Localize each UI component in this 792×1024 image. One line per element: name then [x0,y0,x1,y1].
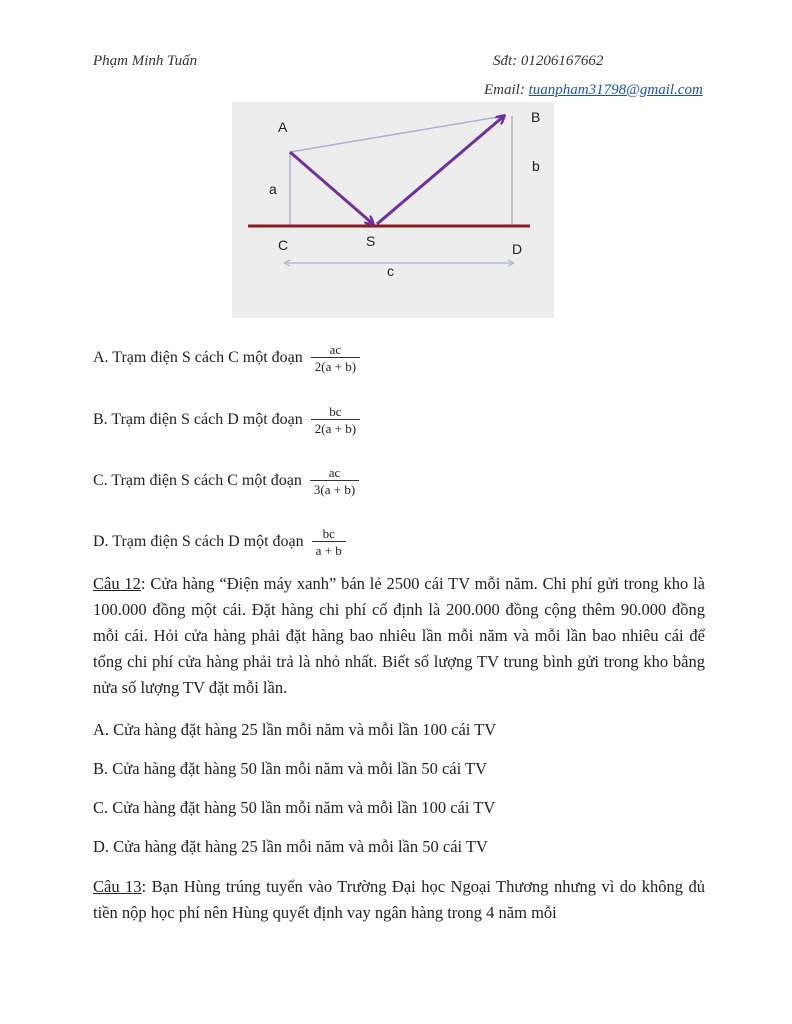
label-S: S [366,233,376,249]
arrow-a-to-s [290,152,373,224]
figure-svg [232,102,554,318]
arrow-s-to-b [377,116,504,224]
label-b: b [532,158,540,174]
q11-option-c [93,465,359,497]
option-text: C. Trạm điện S cách C một đoạn [93,472,302,489]
denominator: 2(a + b) [311,357,360,374]
fraction [310,465,359,497]
fraction [312,526,346,558]
q12-text [93,571,705,701]
option-text: D. Trạm điện S cách D một đoạn [93,533,304,550]
denominator: 2(a + b) [311,419,360,436]
label-C: C [278,237,289,253]
numerator: ac [328,465,341,480]
label-D: D [512,241,523,257]
numerator: ac [329,342,342,357]
numerator: bc [322,526,335,541]
label-c: c [387,263,394,279]
q13-text [93,874,705,926]
denominator: 3(a + b) [310,480,359,497]
author-email-line [484,82,703,99]
label-A: A [278,119,288,135]
q12-body: : Cửa hàng “Điện máy xanh” bán lẻ 2500 cái TV mỗi năm. Chi phí gửi trong kho là 100.000 đồng một cái. Đặt hàng chi phí cố định là 200.000 đồng cộng thêm 90.000 đồng mỗi cái. Hỏi cửa hàng phải đặt hàng bao nhiêu lần mỗi năm và mỗi lần bao nhiêu cái để tổng chi phí cửa hàng phải trả là nhỏ nhất. Biết số lượng TV trung bình gửi trong kho bằng nửa số lượng TV đặt mỗi lần. [93,574,705,697]
q11-option-a [93,342,360,374]
q12-option-a: A. Cửa hàng đặt hàng 25 lần mỗi năm và mỗi lần 100 cái TV [93,720,497,739]
option-text: A. Trạm điện S cách C một đoạn [93,349,303,366]
q12-option-c: C. Cửa hàng đặt hàng 50 lần mỗi năm và mỗi lần 100 cái TV [93,798,496,817]
option-text: B. Trạm điện S cách D một đoạn [93,411,303,428]
line-ab [290,116,504,152]
label-B: B [531,109,541,125]
q13-label: Câu 13 [93,877,142,896]
email-label: Email: [484,82,529,98]
q11-option-b [93,404,360,436]
author-name: Phạm Minh Tuấn [93,53,198,69]
numerator: bc [329,404,342,419]
q12-label: Câu 12 [93,574,141,593]
geometry-figure [232,102,554,318]
q11-option-d [93,526,346,558]
fraction [311,342,360,374]
q12-option-b: B. Cửa hàng đặt hàng 50 lần mỗi năm và mỗi lần 50 cái TV [93,759,488,778]
fraction [311,404,360,436]
label-a: a [269,181,277,197]
author-phone: Sđt: 01206167662 [493,53,604,69]
email-link[interactable]: tuanpham31798@gmail.com [528,82,703,98]
q13-body: : Bạn Hùng trúng tuyển vào Trường Đại học Ngoại Thương nhưng vì do không đủ tiền nộp học phí nên Hùng quyết định vay ngân hàng trong 4 năm mỗi [93,877,705,922]
denominator: a + b [312,541,346,558]
q12-option-d: D. Cửa hàng đặt hàng 25 lần mỗi năm và mỗi lần 50 cái TV [93,837,488,856]
